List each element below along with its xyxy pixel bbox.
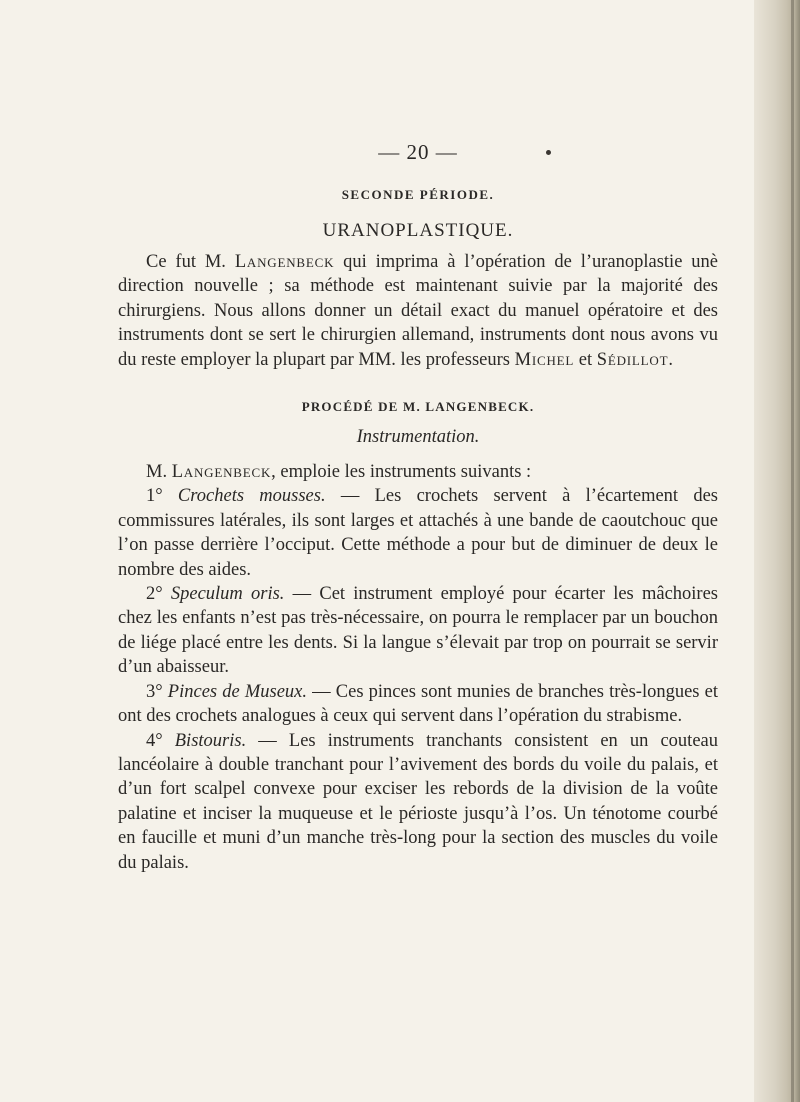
procedure-title: PROCÉDÉ DE M. LANGENBECK. <box>301 399 535 415</box>
item-label: Bistouris. <box>174 730 247 751</box>
item-text: — Les instruments tranchants consistent en un couteau lancéolaire à double tranchant pour l’avivement des bords du voile du palais, et d’un fort scalpel convexe pour exciser les rebords de la division de la voûte palatine et inciser la muqueuse et le périoste jusqu’à l’os. Un ténotome courbé en faucille et muni d’un manche très-long pour la section des muscles du voile du palais. <box>118 730 718 873</box>
author-name-sedillot: Sédillot <box>596 349 669 370</box>
page-edge <box>754 0 800 1102</box>
item-text: — Ces pinces sont munies de branches très-longues et ont des crochets analogues à ceux qui servent dans l’opération du strabisme. <box>118 681 718 727</box>
item-number: 4° <box>146 730 163 751</box>
author-name-langenbeck: Langenbeck <box>234 252 335 272</box>
instruments-intro-text-2: , emploie les instruments suivants : <box>271 462 532 483</box>
page-content <box>118 140 718 875</box>
item-number: 1° <box>146 486 163 507</box>
intro-text-1: Ce fut M. <box>146 252 235 272</box>
item-label: Crochets mousses. <box>177 486 326 507</box>
item-label: Speculum oris. <box>170 584 285 605</box>
instrument-item <box>118 582 718 680</box>
intro-text-2: qui imprima à l’opération de l’uranoplastie unè direction nouvelle ; sa méthode est maintenant suivie par la majorité des chirurgiens. Nous allons donner un détail exact du manuel opératoire et des instruments dont se sert le chirurgien allemand, instruments dont nous avons vu du reste employer la plupart par MM. les professeurs <box>118 252 718 370</box>
item-number: 3° <box>146 681 163 702</box>
author-name-langenbeck-2: Langenbeck <box>171 462 272 483</box>
section-title: SECONDE PÉRIODE. <box>341 187 495 202</box>
instruments-intro-text-1: M. <box>146 462 172 483</box>
instrument-item <box>118 680 718 729</box>
instrument-item <box>118 484 718 582</box>
intro-text-3: et <box>574 349 597 370</box>
item-label: Pinces de Museux. <box>167 681 307 702</box>
page-number: — 20 — <box>378 140 458 164</box>
main-title: URANOPLASTIQUE. <box>322 220 514 241</box>
item-number: 2° <box>146 584 163 605</box>
intro-paragraph <box>118 250 718 372</box>
instrumentation-title: Instrumentation. <box>356 427 480 448</box>
intro-text-4: . <box>668 349 673 370</box>
item-text: — Cet instrument employé pour écarter les mâchoires chez les enfants n’est pas très-nécessaire, on pourra le remplacer par un bouchon de liége placé entre les dents. Si la langue s’élevait par trop on pourrait se servir d’un abaisseur. <box>118 584 718 678</box>
item-text: — Les crochets servent à l’écartement des commissures latérales, ils sont larges et attachés à une bande de caoutchouc que l’on passe derrière l’occiput. Cette méthode a pour but de diminuer de deux le nombre des aides. <box>118 486 718 580</box>
page-edge-strip <box>791 0 794 1102</box>
instrument-item <box>118 729 718 875</box>
author-name-michel: Michel <box>514 349 575 370</box>
instruments-intro <box>118 460 718 484</box>
